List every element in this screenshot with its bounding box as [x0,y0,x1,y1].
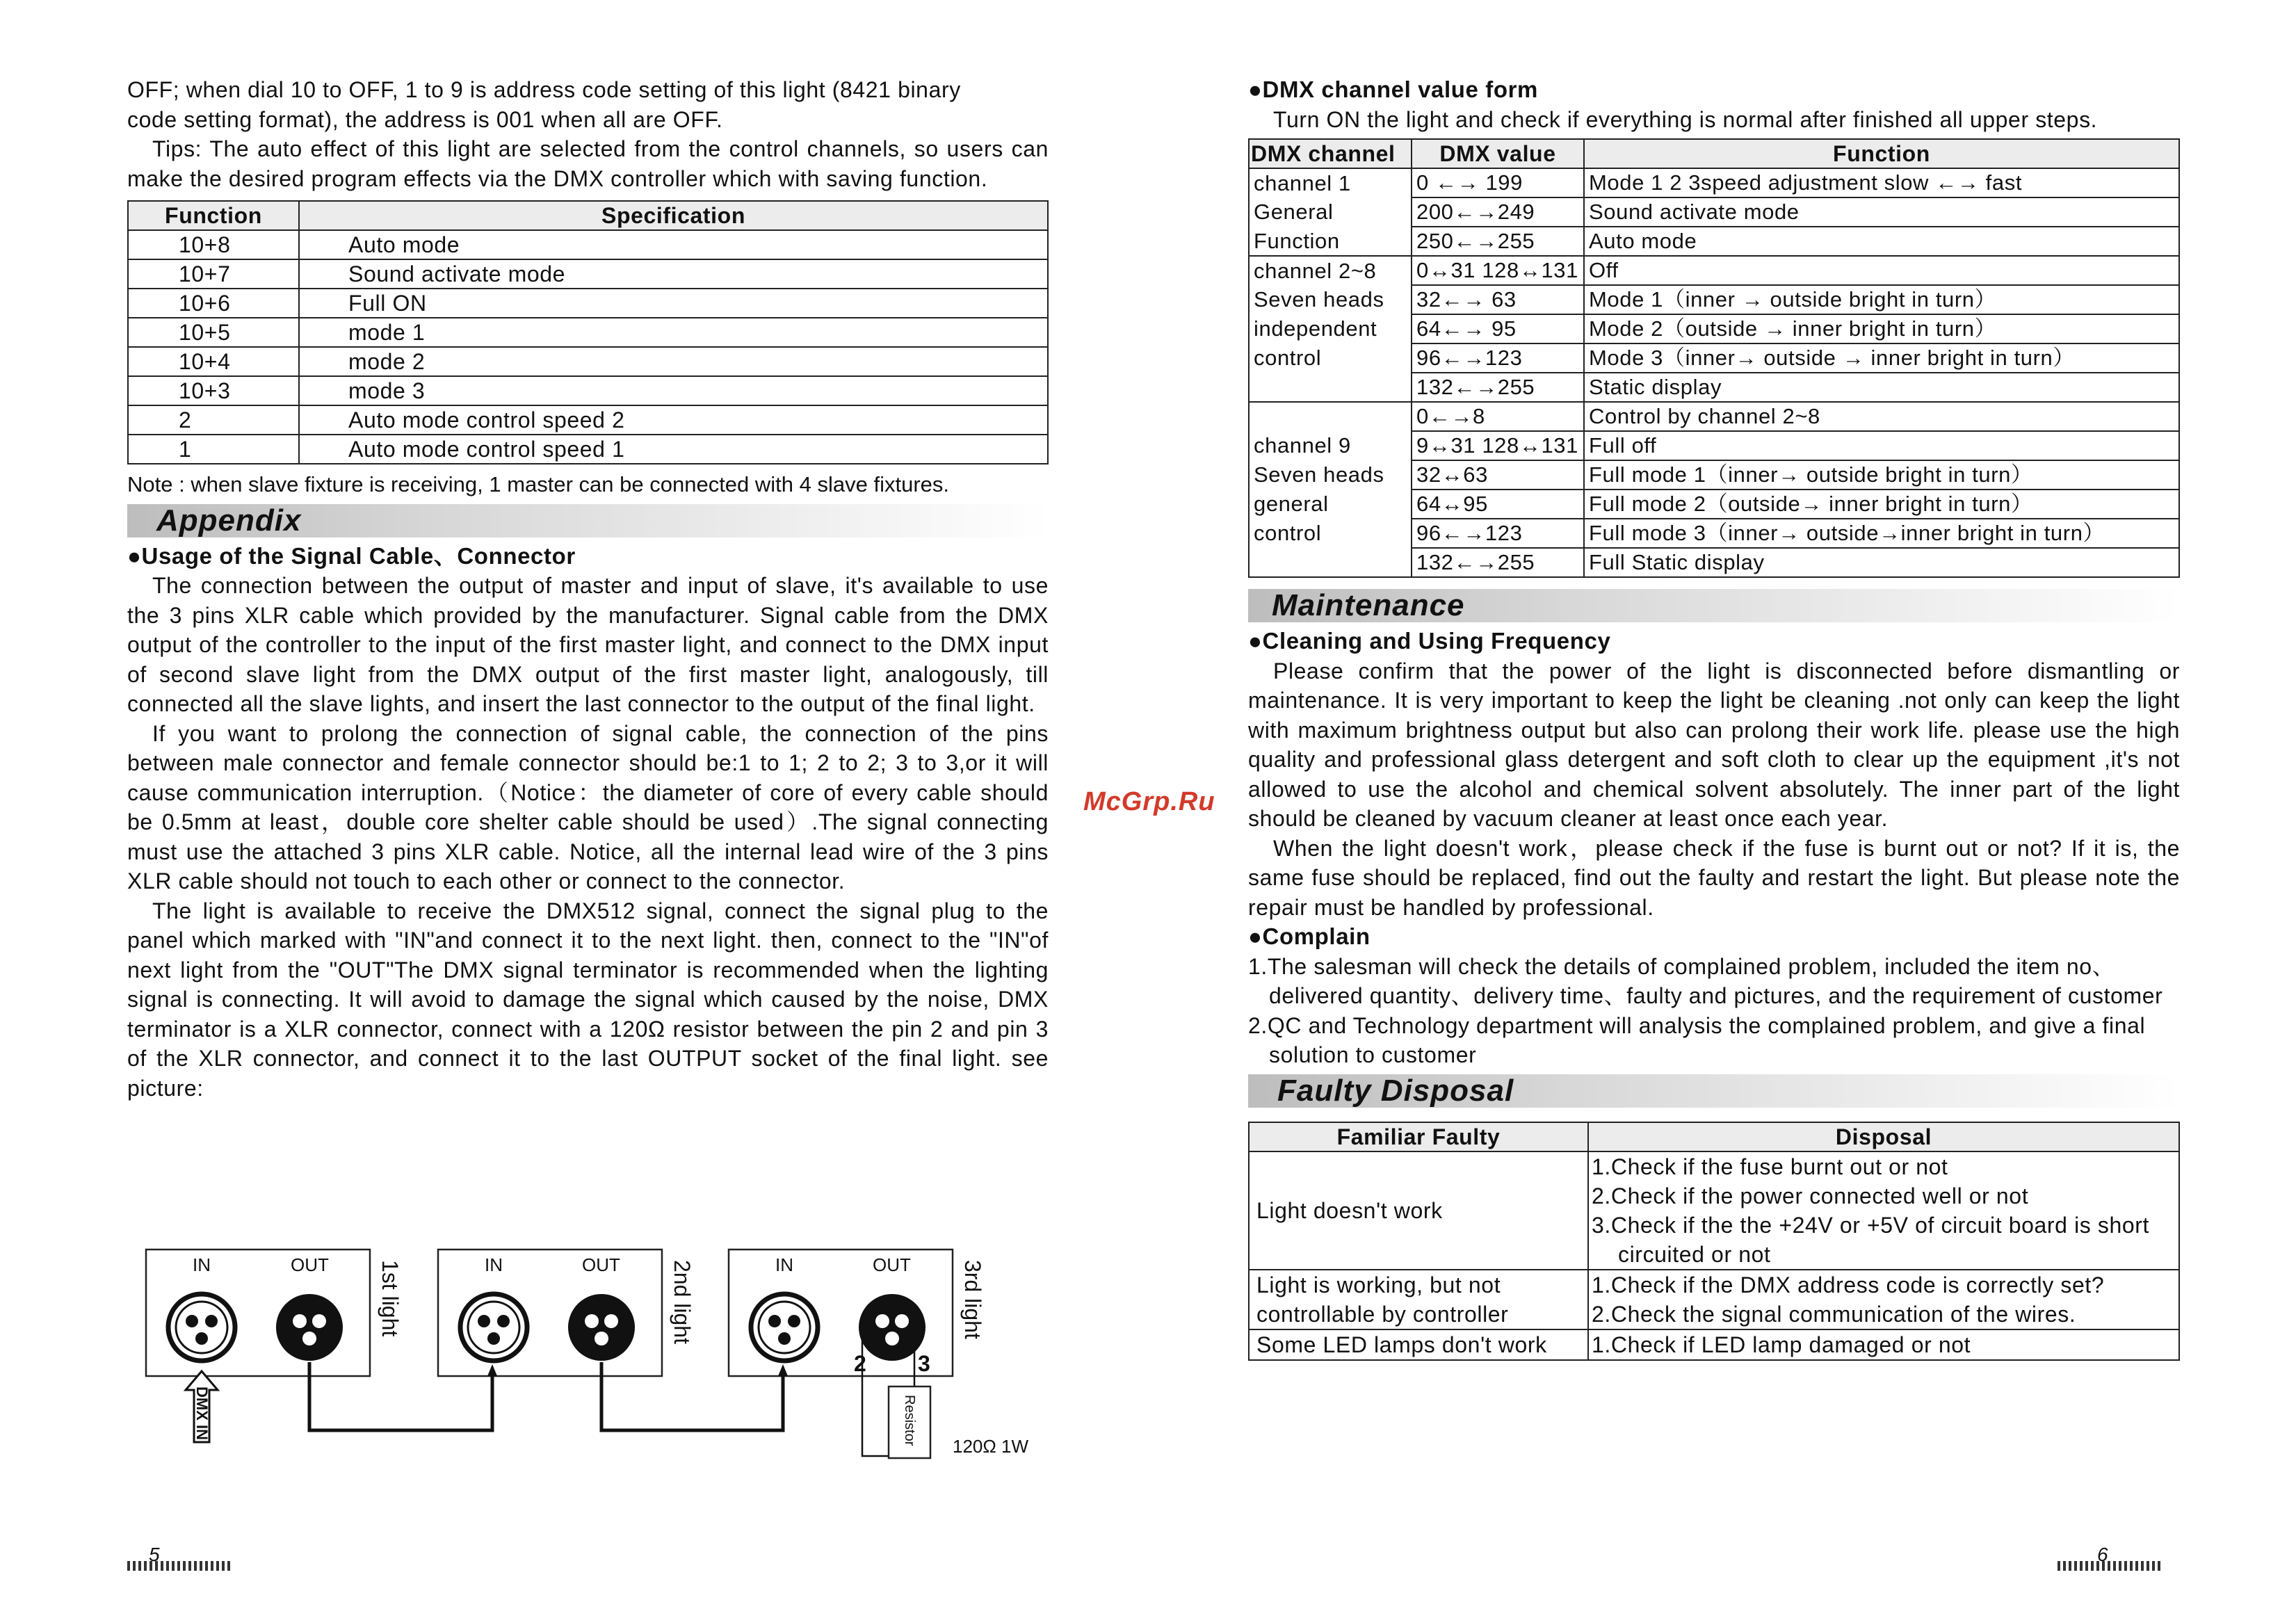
function-cell: 10+7 [128,259,299,289]
table-row [1249,402,2179,431]
channel-cell [1249,548,1412,577]
dmx-function-cell: Full mode 2（outside→ inner bright in turn） [1584,490,2179,519]
dmx-value-cell: 132←→255 [1412,373,1584,402]
dmx-value-cell: 200←→249 [1412,197,1584,227]
table-row [128,435,1048,464]
resistor-label: Resistor [902,1395,917,1446]
disposal-step: 2.Check if the power connected well or not [1592,1183,2029,1208]
table-row [1249,197,2179,227]
dmx-function-cell: Static display [1584,373,2179,402]
dmx-function-cell: Off [1584,256,2179,285]
dmx-value-cell: 0←→8 [1412,402,1584,431]
fuse-paragraph: When the light doesn't work，please check if the fuse is burnt out or not? If it is, the same fuse should be replaced, find out the faulty and restart the light. But please note the repair must be handled by professional. [1248,835,2180,920]
table-row [128,405,1048,435]
function-cell: 10+3 [128,376,299,405]
complain-heading: ●Complain [1248,923,1371,949]
table-row [1249,373,2179,402]
complain-item-2: 2.QC and Technology department will analysis the complained problem, and give a final solution to customer [1248,1012,2146,1067]
specification-header: Specification [299,201,1048,230]
dmx-function-cell: Mode 1（inner → outside bright in turn） [1584,285,2179,314]
channel-cell: channel 1 [1249,168,1412,197]
dmx-channel-header: DMX channel [1249,139,1412,168]
dmx-function-cell: Sound activate mode [1584,197,2179,227]
disposal-cell [1588,1151,2179,1270]
table-row [1249,168,2179,197]
familiar-faulty-header: Familiar Faulty [1249,1122,1588,1151]
dmx-value-cell: 250←→255 [1412,227,1584,256]
signal-cable-heading: ●Usage of the Signal Cable、Connector [127,542,576,569]
signal-paragraph-1: The connection between the output of master and input of slave, it's available to use the 3 pins XLR cable which provided by the manufacturer. Signal cable from the DMX output of the controller to the input of the first master light, and connect to the DMX input of second slave light from the DMX output of the first master light, analogously, till connected all the slave lights, and insert the last connector to the output of the final light. [127,573,1049,716]
dmx-function-header: Function [1584,139,2179,168]
light-2-label: 2nd light [670,1260,695,1344]
table-row [1249,256,2179,285]
dmx-value-cell: 64↔95 [1412,490,1584,519]
wiring-diagram [143,1247,1046,1491]
table-row [1249,1151,2179,1270]
function-cell: 10+6 [128,289,299,318]
table-row [128,259,1048,289]
function-table [127,200,1049,464]
pin-3-label: 3 [918,1351,930,1376]
channel-cell: Seven heads [1249,460,1412,490]
watermark: McGrp.Ru [1083,787,1215,816]
disposal-header: Disposal [1588,1122,2179,1151]
function-cell: 10+5 [128,318,299,347]
light-1-in-label: IN [193,1254,211,1275]
function-header: Function [128,201,299,230]
dmx-form-heading: ●DMX channel value form [1248,76,1538,102]
slave-note: Note : when slave fixture is receiving, 1 master can be connected with 4 slave fixtures. [127,472,950,496]
dmx-value-cell: 96←→123 [1412,343,1584,373]
appendix-band [127,504,1049,537]
intro-line-2: code setting format), the address is 001 when all are OFF. [127,106,723,132]
table-row [1249,285,2179,314]
disposal-step: 1.Check if LED lamp damaged or not [1592,1332,1971,1357]
function-table-header [128,201,1048,230]
table-row [1249,490,2179,519]
specification-cell: Auto mode [299,230,1048,259]
dmx-function-cell: Mode 2（outside → inner bright in turn） [1584,314,2179,343]
function-cell: 1 [128,435,299,464]
specification-cell: mode 1 [299,318,1048,347]
table-row [1249,314,2179,343]
specification-cell: mode 2 [299,347,1048,376]
channel-cell: Function [1249,227,1412,256]
dmx-value-header: DMX value [1412,139,1584,168]
channel-cell: General [1249,197,1412,227]
dmx-function-cell: Full Static display [1584,548,2179,577]
right-column [1248,75,2180,1361]
table-row [1249,548,2179,577]
channel-cell: Seven heads [1249,285,1412,314]
dmx-table-header [1249,139,2179,168]
dmx-value-cell: 32↔63 [1412,460,1584,490]
light-3-out-label: OUT [873,1254,911,1275]
channel-cell: control [1249,519,1412,548]
dmx-value-cell: 32←→ 63 [1412,285,1584,314]
maintenance-band [1248,589,2180,622]
dmx-value-cell: 0 ←→ 199 [1412,168,1584,197]
signal-paragraph-2: If you want to prolong the connection of signal cable, the connection of the pins between male connector and female connector should be:1 to 1; 2 to 2; 3 to 3,or it will cause communication interruption.（Notice：the diameter of core of every cable should be 0.5mm at least，double core shelter cable should be used）.The signal connecting must use the attached 3 pins XLR cable. Notice, all the internal lead wire of the 3 pins XLR cable should not touch to each other or connect to the connector. [127,720,1049,894]
faulty-title: Faulty Disposal [1277,1073,1514,1108]
light-2-in-label: IN [485,1254,503,1275]
channel-cell: control [1249,343,1412,373]
cleaning-heading: ●Cleaning and Using Frequency [1248,628,1611,654]
specification-cell: Sound activate mode [299,259,1048,289]
dmx-function-cell: Mode 3（inner→ outside → inner bright in turn） [1584,343,2179,373]
disposal-cell [1588,1329,2179,1360]
table-row [1249,460,2179,490]
right-page [1148,0,2296,1609]
fault-cell: Some LED lamps don't work [1249,1329,1588,1360]
table-row [1249,519,2179,548]
specification-cell: Auto mode control speed 1 [299,435,1048,464]
channel-cell: general [1249,490,1412,519]
dmx-function-cell: Full mode 1（inner→ outside bright in turn） [1584,460,2179,490]
channel-cell-empty [1249,373,1412,402]
dmx-function-cell: Mode 1 2 3speed adjustment slow ←→ fast [1584,168,2179,197]
light-1-out-label: OUT [291,1254,329,1275]
intro-line-1: OFF; when dial 10 to OFF, 1 to 9 is address code setting of this light (8421 binary [127,77,961,102]
page-number-5: 5 [149,1544,160,1565]
specification-cell: Full ON [299,289,1048,318]
table-row [1249,227,2179,256]
table-row [128,230,1048,259]
xlr-connectors [168,1294,925,1361]
function-cell: 10+8 [128,230,299,259]
dmx-value-cell: 0↔31 128↔131 [1412,256,1584,285]
dmx-in-label: DMX IN [193,1386,211,1440]
channel-cell: channel 9 [1249,431,1412,460]
table-row [128,289,1048,318]
specification-cell: mode 3 [299,376,1048,405]
dmx-channel-table [1248,138,2180,578]
faulty-table [1248,1122,2180,1361]
dmx-function-cell: Full mode 3（inner→ outside→inner bright in turn） [1584,519,2179,548]
disposal-step: 3.Check if the the +24V or +5V of circuit board is short circuited or not [1592,1212,2150,1267]
faulty-band [1248,1074,2180,1108]
dmx-value-cell: 132←→255 [1412,548,1584,577]
dmx-function-cell: Auto mode [1584,227,2179,256]
disposal-cell [1588,1270,2179,1329]
table-row [128,347,1048,376]
page-number-6: 6 [2097,1544,2108,1565]
dmx-form-intro: Turn ON the light and check if everything is normal after finished all upper steps. [1273,106,2098,132]
page-5-decoration [127,1561,232,1571]
disposal-step: 1.Check if the fuse burnt out or not [1592,1154,1948,1179]
pin-2-label: 2 [854,1351,866,1376]
light-3-label: 3rd light [960,1260,985,1339]
light-3-in-label: IN [775,1254,793,1275]
page-6-decoration [2057,1561,2162,1571]
dmx-value-cell: 64←→ 95 [1412,314,1584,343]
function-cell: 10+4 [128,347,299,376]
dmx-value-cell: 96←→123 [1412,519,1584,548]
table-row [128,318,1048,347]
left-column [127,75,1049,1103]
channel-cell: independent [1249,314,1412,343]
table-row [1249,343,2179,373]
resistor-value: 120Ω 1W [953,1436,1029,1457]
light-2-out-label: OUT [582,1254,620,1275]
table-row [1249,1270,2179,1329]
light-1-label: 1st light [378,1260,403,1337]
fault-cell: Light doesn't work [1249,1151,1588,1270]
complain-item-1: 1.The salesman will check the details of complained problem, included the item no、delivered quantity、delivery time、faulty and pictures, and the requirement of customer [1248,953,2163,1008]
table-row [1249,431,2179,460]
table-row [1249,1329,2179,1360]
function-cell: 2 [128,405,299,435]
tips-paragraph: Tips: The auto effect of this light are selected from the control channels, so users can make the desired program effects via the DMX controller which with saving function. [127,136,1049,191]
channel-cell [1249,402,1412,431]
disposal-step: 1.Check if the DMX address code is correctly set? [1592,1272,2105,1297]
dmx-function-cell: Full off [1584,431,2179,460]
faulty-table-header [1249,1122,2179,1151]
signal-paragraph-3: The light is available to receive the DMX512 signal, connect the signal plug to the panel which marked with "IN"and connect it to the next light. then, connect to the "IN"of next light from the "OUT"The DMX signal terminator is recommended when the lighting signal is connecting. It will avoid to damage the signal which caused by the noise, DMX terminator is a XLR connector, connect with a 120Ω resistor between the pin 2 and pin 3 of the XLR connector, and connect it to the last OUTPUT socket of the final light. see picture: [127,898,1049,1101]
cleaning-paragraph: Please confirm that the power of the light is disconnected before dismantling or maintenance. It is very important to keep the light be cleaning .not only can keep the light with maximum brightness output but also can prolong their work life. please use the high quality and professional glass detergent and soft cloth to clear up the equipment ,it's not allowed to use the alcohol and chemical solvent absolutely. The inner part of the light should be cleaned by vacuum cleaner at least once each year. [1248,658,2180,831]
dmx-function-cell: Control by channel 2~8 [1584,402,2179,431]
disposal-step: 2.Check the signal communication of the wires. [1592,1301,2076,1327]
specification-cell: Auto mode control speed 2 [299,405,1048,435]
appendix-title: Appendix [156,503,302,537]
table-row [128,376,1048,405]
maintenance-title: Maintenance [1272,588,1465,622]
dmx-value-cell: 9↔31 128↔131 [1412,431,1584,460]
fault-cell: Light is working, but not controllable by controller [1249,1270,1588,1329]
channel-cell: channel 2~8 [1249,256,1412,285]
